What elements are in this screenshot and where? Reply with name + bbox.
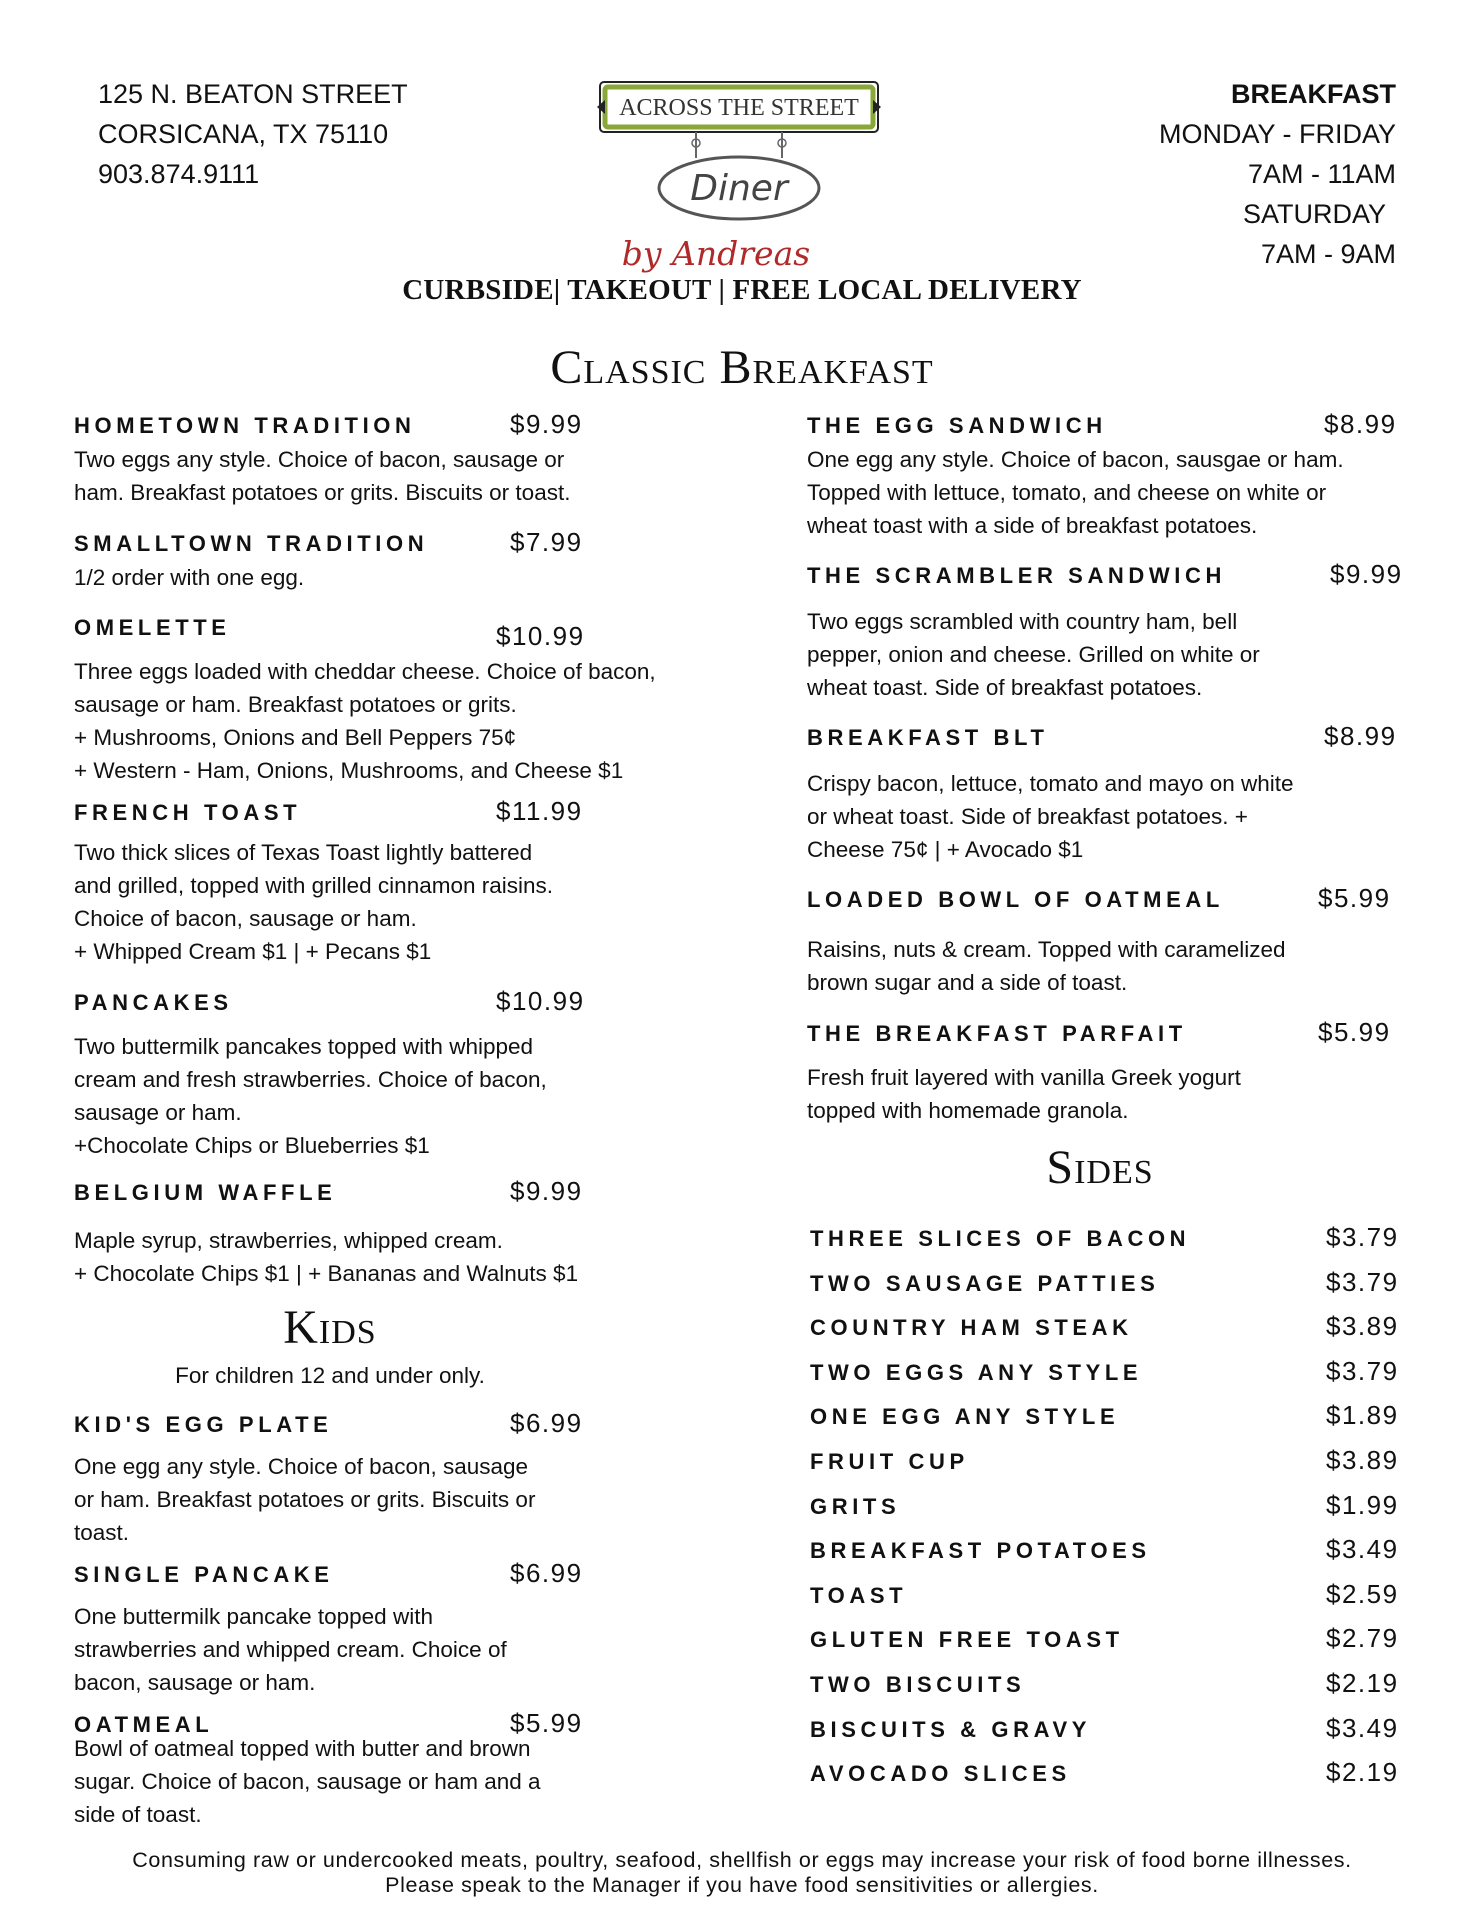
description-line: and grilled, topped with grilled cinnamon raisins. (74, 873, 554, 898)
side-item-name: GLUTEN FREE TOAST (810, 1627, 1124, 1652)
menu-item-price: $10.99 (496, 986, 585, 1016)
menu-item-name: FRENCH TOAST (74, 800, 302, 825)
description-line: or wheat toast. Side of breakfast potatoes. + (807, 804, 1248, 829)
menu-item-description (74, 561, 304, 594)
menu-item-price: $8.99 (1324, 721, 1397, 751)
menu-item-description (74, 655, 656, 787)
description-line: strawberries and whipped cream. Choice of (74, 1637, 507, 1662)
hours-weekday-time: 7AM - 11AM (1247, 159, 1396, 189)
diner-logo (596, 80, 886, 280)
side-item (810, 1623, 1410, 1667)
address-block (98, 74, 408, 194)
menu-item-description (74, 443, 570, 509)
side-item-price: $3.89 (1326, 1311, 1399, 1341)
description-line: sausage or ham. (74, 1100, 242, 1125)
description-line: or ham. Breakfast potatoes or grits. Biscuits or (74, 1487, 536, 1512)
description-line: Two thick slices of Texas Toast lightly battered (74, 840, 533, 865)
menu-item-name: HOMETOWN TRADITION (74, 413, 416, 438)
menu-item-name: KID'S EGG PLATE (74, 1412, 333, 1437)
description-line: + Chocolate Chips $1 | + Bananas and Walnuts $1 (74, 1261, 579, 1286)
menu-item-name: THE BREAKFAST PARFAIT (807, 1021, 1187, 1046)
description-line: One buttermilk pancake topped with (74, 1604, 433, 1629)
side-item (810, 1222, 1410, 1266)
menu-item-description (74, 836, 553, 968)
description-line: cream and fresh strawberries. Choice of bacon, (74, 1067, 547, 1092)
side-item-name: TWO EGGS ANY STYLE (810, 1360, 1143, 1385)
side-item-name: TWO BISCUITS (810, 1672, 1026, 1697)
side-item (810, 1356, 1410, 1400)
side-item (810, 1668, 1410, 1712)
disclaimer-line-1: Consuming raw or undercooked meats, poultry, seafood, shellfish or eggs may increase your risk of food borne illnesses. (132, 1848, 1352, 1872)
side-item-name: BREAKFAST POTATOES (810, 1538, 1151, 1563)
side-item-name: ONE EGG ANY STYLE (810, 1404, 1120, 1429)
hours-saturday-time: 7AM - 9AM (1260, 239, 1396, 269)
disclaimer-line-2: Please speak to the Manager if you have food sensitivities or allergies. (385, 1873, 1099, 1897)
description-line: Raisins, nuts & cream. Topped with caramelized (807, 937, 1286, 962)
logo-byline: by Andreas (621, 234, 811, 273)
description-line: Choice of bacon, sausage or ham. (74, 906, 417, 931)
menu-item-description (74, 1600, 507, 1699)
side-item-price: $1.89 (1326, 1400, 1399, 1430)
menu-item-name: LOADED BOWL OF OATMEAL (807, 887, 1224, 912)
hours-saturday-label: SATURDAY (1242, 199, 1386, 229)
side-item-name: TOAST (810, 1583, 908, 1608)
side-item (810, 1400, 1410, 1444)
menu-item-price: $8.99 (1324, 409, 1397, 439)
kids-note: For children 12 and under only. (175, 1363, 485, 1388)
description-line: Cheese 75¢ | + Avocado $1 (807, 837, 1084, 862)
menu-item-price: $9.99 (510, 409, 583, 439)
description-line: One egg any style. Choice of bacon, sausgae or ham. (807, 447, 1344, 472)
description-line: sugar. Choice of bacon, sausage or ham and a (74, 1769, 541, 1794)
side-item-price: $2.79 (1326, 1623, 1399, 1653)
side-item-price: $1.99 (1326, 1490, 1399, 1520)
side-item (810, 1311, 1410, 1355)
kids-heading: Kids (283, 1301, 377, 1354)
menu-item-description (74, 1224, 578, 1290)
side-item-price: $2.19 (1326, 1757, 1399, 1787)
description-line: toast. (74, 1520, 130, 1545)
side-item-price: $3.79 (1326, 1267, 1399, 1297)
menu-item-name: THE SCRAMBLER SANDWICH (807, 563, 1226, 588)
menu-item-name: THE EGG SANDWICH (807, 413, 1107, 438)
side-item-name: BISCUITS & GRAVY (810, 1717, 1091, 1742)
side-item (810, 1713, 1410, 1757)
description-line: topped with homemade granola. (807, 1098, 1129, 1123)
side-item-name: AVOCADO SLICES (810, 1761, 1071, 1786)
description-line: Fresh fruit layered with vanilla Greek yogurt (807, 1065, 1241, 1090)
description-line: Topped with lettuce, tomato, and cheese on white or (807, 480, 1327, 505)
menu-item-description (74, 1450, 535, 1549)
description-line: + Mushrooms, Onions and Bell Peppers 75¢ (74, 725, 517, 750)
side-item-name: FRUIT CUP (810, 1449, 969, 1474)
menu-item-description (807, 605, 1260, 704)
description-line: 1/2 order with one egg. (74, 565, 305, 590)
side-item (810, 1534, 1410, 1578)
side-item (810, 1445, 1410, 1489)
menu-item-price: $10.99 (496, 621, 585, 651)
menu-item-description (807, 767, 1294, 866)
menu-item-description (807, 1061, 1241, 1127)
menu-item-price: $6.99 (510, 1408, 583, 1438)
menu-item-price: $11.99 (496, 796, 583, 826)
address-street: 125 N. BEATON STREET (98, 79, 408, 109)
menu-item-name: BREAKFAST BLT (807, 725, 1049, 750)
side-item-name: THREE SLICES OF BACON (810, 1226, 1191, 1251)
side-item-price: $3.49 (1326, 1534, 1399, 1564)
menu-item-description (807, 933, 1286, 999)
menu-item-price: $5.99 (510, 1708, 583, 1738)
description-line: Bowl of oatmeal topped with butter and brown (74, 1736, 531, 1761)
menu-item-name: PANCAKES (74, 990, 233, 1015)
menu-item-description (807, 443, 1344, 542)
description-line: Two eggs scrambled with country ham, bell (807, 609, 1238, 634)
description-line: brown sugar and a side of toast. (807, 970, 1128, 995)
side-item-price: $3.49 (1326, 1713, 1399, 1743)
address-phone[interactable]: 903.874.9111 (98, 159, 260, 189)
description-line: pepper, onion and cheese. Grilled on white or (807, 642, 1260, 667)
side-item-name: GRITS (810, 1494, 901, 1519)
menu-item-price: $6.99 (510, 1558, 583, 1588)
description-line: Maple syrup, strawberries, whipped cream. (74, 1228, 503, 1253)
description-line: ham. Breakfast potatoes or grits. Biscuits or toast. (74, 480, 571, 505)
menu-item-price: $5.99 (1318, 883, 1391, 913)
side-item (810, 1757, 1410, 1801)
menu-item-name: BELGIUM WAFFLE (74, 1180, 337, 1205)
description-line: + Whipped Cream $1 | + Pecans $1 (74, 939, 432, 964)
logo-sign-icon (596, 80, 886, 280)
side-item (810, 1490, 1410, 1534)
logo-sign-text: ACROSS THE STREET (619, 95, 859, 121)
side-item-price: $3.79 (1326, 1222, 1399, 1252)
side-item-name: COUNTRY HAM STEAK (810, 1315, 1133, 1340)
menu-item-price: $7.99 (510, 527, 583, 557)
description-line: sausage or ham. Breakfast potatoes or grits. (74, 692, 517, 717)
description-line: Two eggs any style. Choice of bacon, sausage or (74, 447, 565, 472)
menu-item-name: OATMEAL (74, 1712, 214, 1737)
description-line: Three eggs loaded with cheddar cheese. Choice of bacon, (74, 659, 656, 684)
food-safety-disclaimer (0, 1848, 1484, 1898)
menu-item-price: $9.99 (1330, 559, 1403, 589)
side-item-price: $2.59 (1326, 1579, 1399, 1609)
side-item-price: $2.19 (1326, 1668, 1399, 1698)
description-line: One egg any style. Choice of bacon, sausage (74, 1454, 529, 1479)
description-line: Crispy bacon, lettuce, tomato and mayo on white (807, 771, 1294, 796)
side-item-price: $3.79 (1326, 1356, 1399, 1386)
menu-item-description (74, 1030, 547, 1162)
description-line: +Chocolate Chips or Blueberries $1 (74, 1133, 430, 1158)
menu-item-name: OMELETTE (74, 615, 231, 640)
hours-weekday-label: MONDAY - FRIDAY (1158, 119, 1396, 149)
service-options: CURBSIDE| TAKEOUT | FREE LOCAL DELIVERY (402, 274, 1082, 306)
address-city: CORSICANA, TX 75110 (98, 119, 389, 149)
menu-item-description (74, 1732, 541, 1831)
hours-heading: BREAKFAST (1230, 79, 1396, 109)
hours-block (1159, 74, 1396, 274)
description-line: wheat toast. Side of breakfast potatoes. (807, 675, 1203, 700)
sides-heading: Sides (1046, 1141, 1154, 1194)
side-item-name: TWO SAUSAGE PATTIES (810, 1271, 1160, 1296)
side-item (810, 1579, 1410, 1623)
description-line: + Western - Ham, Onions, Mushrooms, and Cheese $1 (74, 758, 624, 783)
menu-item-name: SMALLTOWN TRADITION (74, 531, 429, 556)
description-line: bacon, sausage or ham. (74, 1670, 316, 1695)
description-line: Two buttermilk pancakes topped with whipped (74, 1034, 534, 1059)
classic-breakfast-heading: Classic Breakfast (550, 341, 934, 394)
logo-oval-text: Diner (690, 168, 788, 209)
description-line: wheat toast with a side of breakfast potatoes. (807, 513, 1258, 538)
side-item-price: $3.89 (1326, 1445, 1399, 1475)
menu-item-price: $5.99 (1318, 1017, 1391, 1047)
side-item (810, 1267, 1410, 1311)
description-line: side of toast. (74, 1802, 202, 1827)
menu-item-name: SINGLE PANCAKE (74, 1562, 334, 1587)
menu-item-price: $9.99 (510, 1176, 583, 1206)
